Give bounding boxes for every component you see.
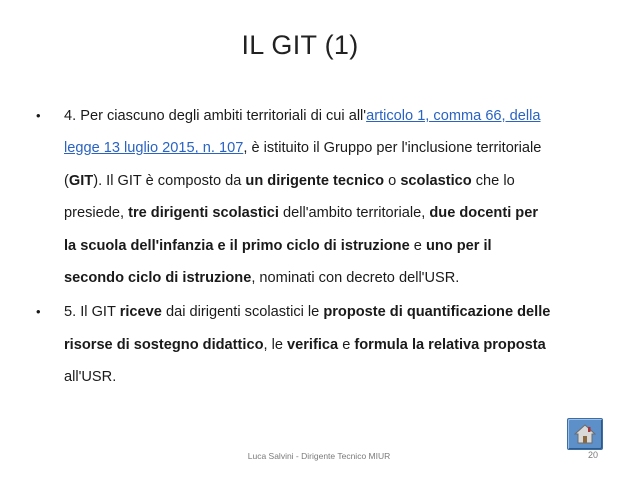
text-run: 4. Per ciascuno degli ambiti territoriali di cui all' (64, 108, 367, 124)
bold-run: uno per il secondo ciclo di istruzione (64, 237, 492, 287)
bold-run: scolastico (400, 172, 472, 189)
bullet-item-5 (34, 296, 554, 393)
text-run: , nominati con decreto dell'USR. (251, 270, 460, 287)
bold-run: verifica (287, 336, 339, 353)
bold-run: formula la relativa proposta (354, 336, 546, 353)
text-run: all'USR. (64, 369, 117, 386)
bold-run: riceve (119, 304, 162, 321)
bold-run: proposte di quantificazione delle risorse di sostegno didattico (64, 304, 551, 353)
bold-run: tre dirigenti scolastici (128, 205, 279, 222)
law-reference-link[interactable]: articolo 1, comma 66, della legge 13 luglio 2015, n. 107 (64, 108, 541, 157)
text-run: 5. Il GIT (64, 304, 120, 321)
bold-run: due docenti per la scuola dell'infanzia e il primo ciclo di istruzione (64, 205, 539, 254)
bold-run: un dirigente tecnico (245, 172, 385, 189)
bullet-dot: • (36, 304, 41, 320)
home-icon (574, 424, 596, 444)
slide-footer: Luca Salvini - Dirigente Tecnico MIUR (247, 451, 391, 461)
page-number: 20 (588, 450, 599, 460)
slide-title: IL GIT (1) (241, 30, 359, 60)
text-run: e (409, 237, 426, 254)
text-run: ). Il GIT è composto da (93, 172, 246, 189)
bullet-dot: • (36, 108, 41, 123)
text-run: dell'ambito territoriale, (278, 205, 430, 222)
home-button[interactable] (567, 418, 603, 450)
bold-run: GIT (68, 172, 94, 189)
text-run: dai dirigenti scolastici le (161, 304, 324, 321)
text-run: e (338, 336, 355, 353)
bullet-item-4 (34, 100, 554, 294)
text-run: , le (263, 336, 288, 353)
text-run: , è istituito il Gruppo per l'inclusione territoriale ( (64, 140, 542, 189)
text-run: che lo presiede, (64, 172, 515, 222)
bullet-list (34, 100, 554, 394)
text-run: o (384, 172, 401, 189)
